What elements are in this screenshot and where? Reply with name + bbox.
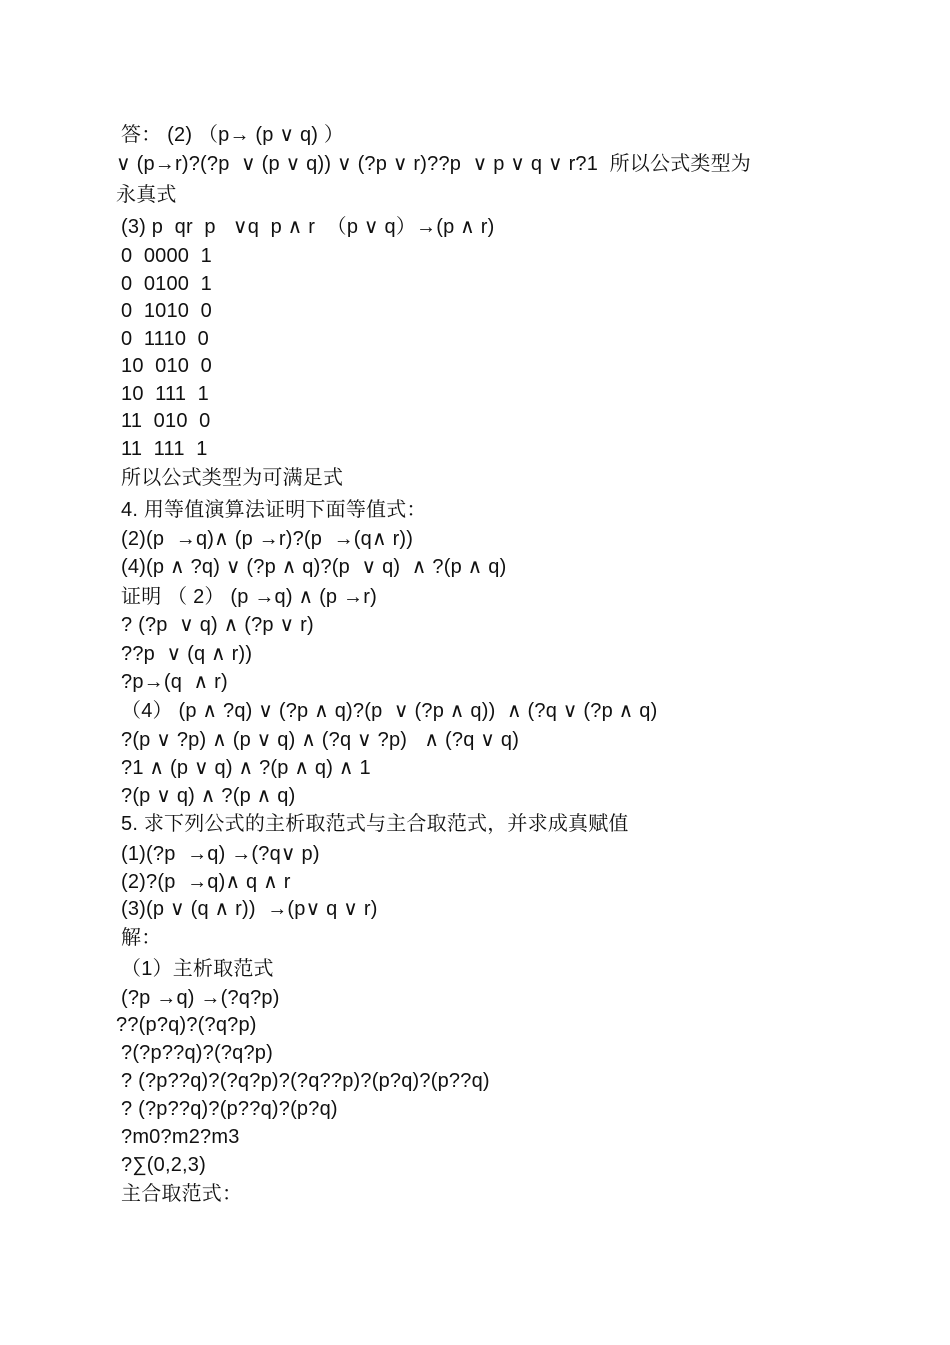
- truth-table-row: 0 0100 1: [121, 273, 212, 295]
- truth-table-row: 0 1110 0: [121, 328, 209, 350]
- truth-table-row: 0 0000 1: [121, 245, 212, 267]
- truth-table-row: 11 111 1: [121, 438, 208, 460]
- answer-line-2-header: 答： (2) （p→ (p ∨ q) ）: [121, 124, 345, 146]
- solution-step: ?(?p??q)?(?q?p): [121, 1042, 273, 1064]
- proof-step: ?1 ∧ (p ∨ q) ∧ ?(p ∧ q) ∧ 1: [121, 757, 371, 779]
- truth-table-row: 11 010 0: [121, 410, 211, 432]
- answer-line-3-conclusion: 所以公式类型为可满足式: [121, 467, 344, 489]
- truth-table-header: (3) p qr p ∨q p ∧ r （p ∨ q）→(p ∧ r): [121, 216, 495, 238]
- proof-step: ?(p ∨ ?p) ∧ (p ∨ q) ∧ (?q ∨ ?p) ∧ (?q ∨ q): [121, 729, 520, 751]
- proof-step: ?(p ∨ q) ∧ ?(p ∧ q): [121, 785, 296, 807]
- truth-table-row: 10 111 1: [121, 383, 209, 405]
- question-5-item: (2)?(p →q)∧ q ∧ r: [121, 871, 291, 893]
- solution-subheading: （1）主析取范式: [121, 958, 274, 980]
- answer-line-2-conclusion: 永真式: [116, 184, 177, 206]
- question-5-item: (1)(?p →q) →(?q∨ p): [121, 843, 320, 865]
- proof-step: （4） (p ∧ ?q) ∨ (?p ∧ q)?(p ∨ (?p ∧ q)) ∧ (?q ∨ (?p ∧ q): [121, 700, 658, 722]
- proof-step: ??p ∨ (q ∧ r)): [121, 643, 253, 665]
- solution-step: ? (?p??q)?(p??q)?(p?q): [121, 1098, 338, 1120]
- question-5-item: (3)(p ∨ (q ∧ r)) →(p∨ q ∨ r): [121, 898, 378, 920]
- proof-step: ? (?p ∨ q) ∧ (?p ∨ r): [121, 614, 314, 636]
- solution-step: ??(p?q)?(?q?p): [116, 1014, 257, 1036]
- solution-subheading: 主合取范式：: [121, 1183, 243, 1205]
- question-5-heading: 5. 求下列公式的主析取范式与主合取范式，并求成真赋值: [121, 813, 629, 835]
- question-4-item: (2)(p →q)∧ (p →r)?(p →(q∧ r)): [121, 528, 414, 550]
- question-4-item: (4)(p ∧ ?q) ∨ (?p ∧ q)?(p ∨ q) ∧ ?(p ∧ q): [121, 556, 507, 578]
- question-4-heading: 4. 用等值演算法证明下面等值式：: [121, 499, 427, 521]
- solution-label: 解：: [121, 927, 162, 949]
- truth-table-row: 10 010 0: [121, 355, 212, 377]
- answer-line-2-derivation: ∨ (p→r)?(?p ∨ (p ∨ q)) ∨ (?p ∨ r)??p ∨ p ∨ q ∨ r?1 所以公式类型为: [116, 153, 751, 175]
- solution-step: (?p →q) →(?q?p): [121, 987, 280, 1009]
- solution-step: ? (?p??q)?(?q?p)?(?q??p)?(p?q)?(p??q): [121, 1070, 490, 1092]
- solution-step: ?∑(0,2,3): [121, 1154, 206, 1176]
- proof-step: 证明 （ 2） (p →q) ∧ (p →r): [121, 586, 377, 608]
- solution-step: ?m0?m2?m3: [121, 1126, 240, 1148]
- proof-step: ?p→(q ∧ r): [121, 671, 228, 693]
- truth-table-row: 0 1010 0: [121, 300, 212, 322]
